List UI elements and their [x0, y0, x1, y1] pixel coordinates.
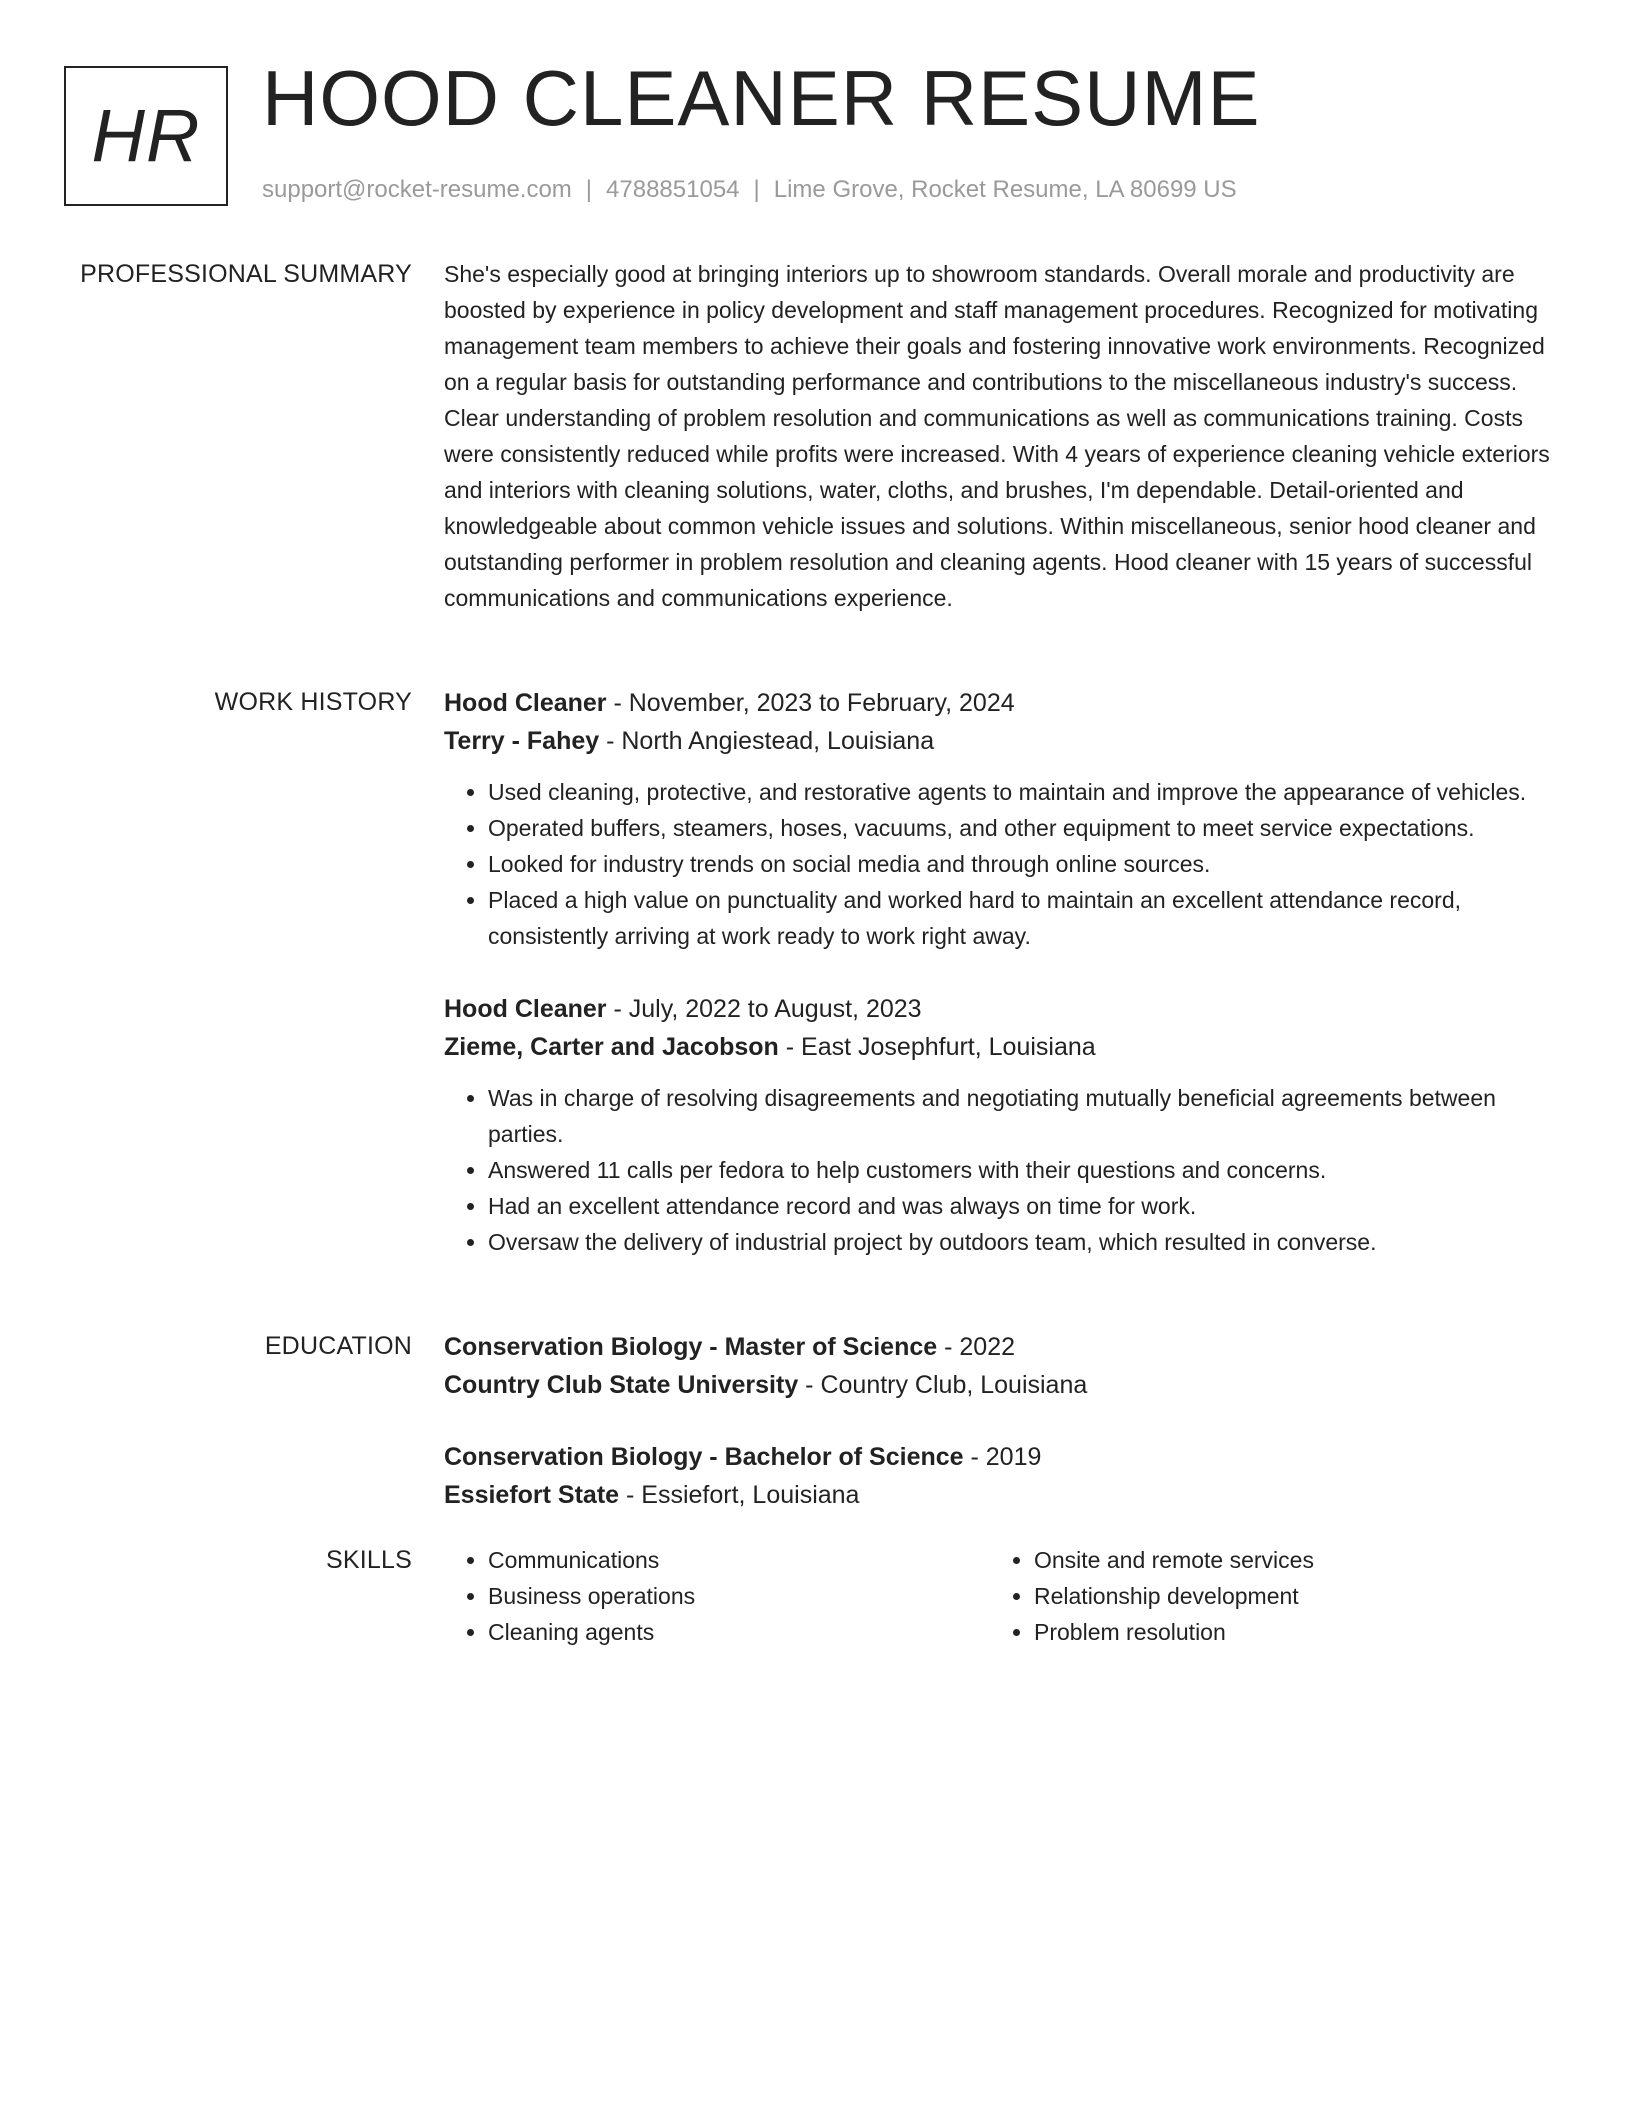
skills-column-left — [444, 1542, 990, 1650]
job-title-line — [444, 990, 1556, 1028]
skill-item: • Relationship development — [1034, 1578, 1536, 1614]
skills-column-right — [990, 1542, 1536, 1650]
work-history-body — [444, 684, 1556, 1260]
education-location: - Country Club, Louisiana — [798, 1371, 1088, 1399]
skill-item: • Communications — [488, 1542, 990, 1578]
job-location: - East Josephfurt, Louisiana — [778, 1033, 1096, 1061]
summary-body — [444, 256, 1556, 616]
contact-email: support@rocket-resume.com — [262, 176, 572, 203]
summary-text: She's especially good at bringing interiors up to showroom standards. Overall morale and productivity are boosted by experience in policy development and staff management procedures. Recognized for motivating management team members to achieve their goals and fostering innovative work environments. Recognized on a regular basis for outstanding performance and contributions to the miscellaneous industry's success. Clear understanding of problem resolution and communications as well as communications training. Costs were consistently reduced while profits were increased. With 4 years of experience cleaning vehicle exteriors and interiors with cleaning solutions, water, cloths, and brushes, I'm dependable. Detail-oriented and knowledgeable about common vehicle issues and solutions. Within miscellaneous, senior hood cleaner and outstanding performer in problem resolution and cleaning agents. Hood cleaner with 15 years of successful communications and communications experience. — [444, 261, 1550, 611]
education-location: - Essiefort, Louisiana — [619, 1481, 860, 1509]
education-entry — [444, 1438, 1556, 1514]
section-label-education: EDUCATION — [264, 1332, 412, 1360]
education-entry — [444, 1328, 1556, 1404]
job-bullet: • Was in charge of resolving disagreements and negotiating mutually beneficial agreements between parties. — [488, 1080, 1556, 1152]
job-company-line — [444, 722, 1556, 760]
job-bullet: • Looked for industry trends on social media and through online sources. — [488, 846, 1556, 882]
section-label-skills: SKILLS — [326, 1546, 412, 1574]
resume-title: HOOD CLEANER RESUME — [262, 54, 1261, 142]
job-title: Hood Cleaner — [444, 689, 607, 717]
skills-body — [444, 1542, 1556, 1650]
education-school-line — [444, 1476, 1556, 1514]
section-label-work-history: WORK HISTORY — [214, 688, 412, 716]
education-year: - 2019 — [963, 1443, 1042, 1471]
contact-separator: | — [585, 176, 593, 203]
job-bullet: • Used cleaning, protective, and restorative agents to maintain and improve the appearance of vehicles. — [488, 774, 1556, 810]
skill-item: • Onsite and remote services — [1034, 1542, 1536, 1578]
job-company: Terry - Fahey — [444, 727, 600, 755]
skill-item: • Problem resolution — [1034, 1614, 1536, 1650]
education-school: Essiefort State — [444, 1481, 620, 1509]
job-bullet: • Answered 11 calls per fedora to help customers with their questions and concerns. — [488, 1152, 1556, 1188]
monogram-initials: HR — [91, 94, 201, 177]
contact-phone: 4788851054 — [606, 176, 740, 203]
job-entry — [444, 990, 1556, 1260]
education-year: - 2022 — [937, 1333, 1016, 1361]
education-degree-line — [444, 1438, 1556, 1476]
education-body — [444, 1328, 1556, 1514]
skill-item: • Business operations — [488, 1578, 990, 1614]
job-company: Zieme, Carter and Jacobson — [444, 1033, 779, 1061]
section-label-summary: PROFESSIONAL SUMMARY — [80, 260, 412, 288]
education-school-line — [444, 1366, 1556, 1404]
job-entry — [444, 684, 1556, 954]
contact-address: Lime Grove, Rocket Resume, LA 80699 US — [773, 176, 1237, 203]
monogram-box — [64, 66, 228, 206]
job-bullet: • Oversaw the delivery of industrial project by outdoors team, which resulted in converse. — [488, 1224, 1556, 1260]
education-degree-line — [444, 1328, 1556, 1366]
job-company-line — [444, 1028, 1556, 1066]
job-dates: - November, 2023 to February, 2024 — [606, 689, 1015, 717]
contact-line — [262, 174, 1237, 206]
job-bullet: • Had an excellent attendance record and was always on time for work. — [488, 1188, 1556, 1224]
skills-grid — [444, 1542, 1556, 1650]
job-dates: - July, 2022 to August, 2023 — [606, 995, 922, 1023]
job-title-line — [444, 684, 1556, 722]
job-bullets — [444, 774, 1556, 954]
skill-item: • Cleaning agents — [488, 1614, 990, 1650]
job-title: Hood Cleaner — [444, 995, 607, 1023]
education-degree: Conservation Biology - Bachelor of Science — [444, 1443, 964, 1471]
job-location: - North Angiestead, Louisiana — [599, 727, 935, 755]
job-bullet: • Operated buffers, steamers, hoses, vacuums, and other equipment to meet service expectations. — [488, 810, 1556, 846]
job-bullets — [444, 1080, 1556, 1260]
job-bullet: • Placed a high value on punctuality and worked hard to maintain an excellent attendance record, consistently arriving at work ready to work right away. — [488, 882, 1556, 954]
education-degree: Conservation Biology - Master of Science — [444, 1333, 938, 1361]
contact-separator: | — [753, 176, 760, 203]
education-school: Country Club State University — [444, 1371, 799, 1399]
